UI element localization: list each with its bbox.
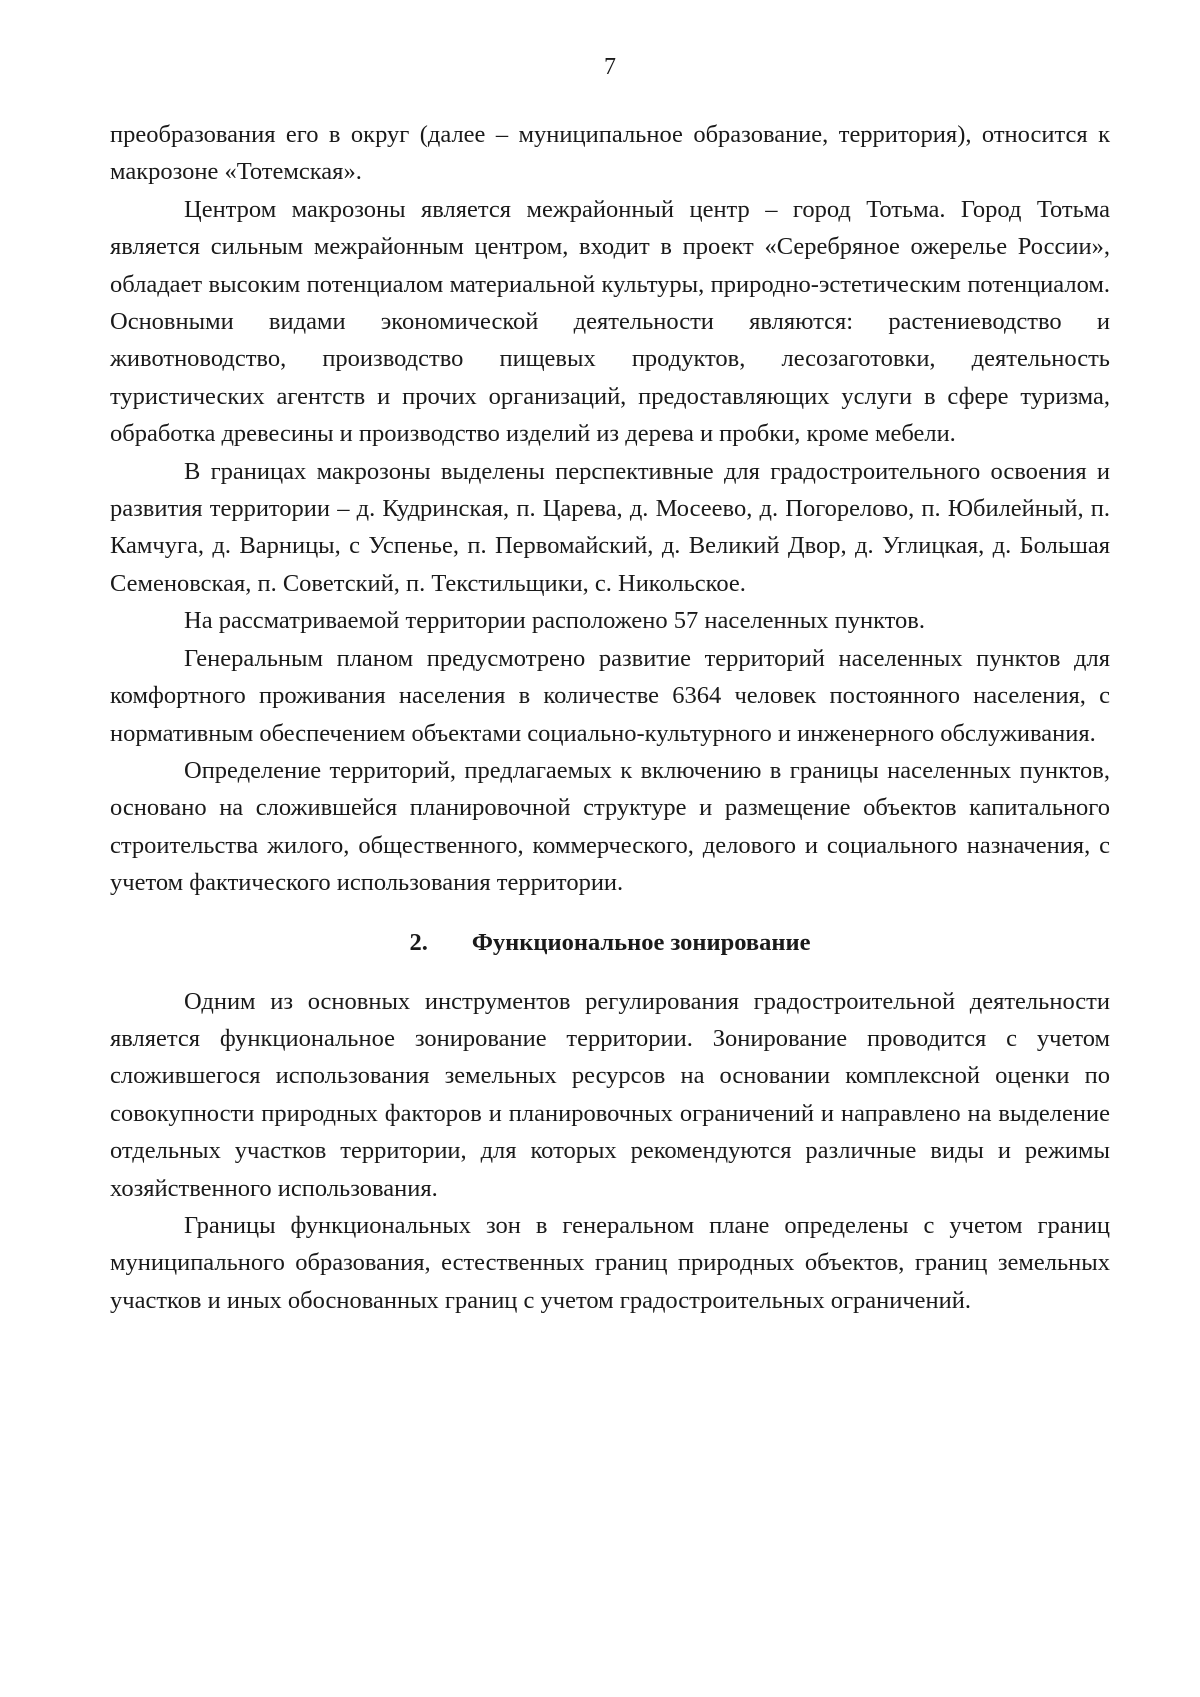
paragraph: преобразования его в округ (далее – муниципальное образование, территория), относится к макрозоне «Тотемская». (110, 121, 1110, 186)
paragraph: Генеральным планом предусмотрено развитие территорий населенных пунктов для комфортного проживания населения в количестве 6364 человек постоянного населения, с нормативным обеспечением объектами социально-культурного и инженерного обслуживания. (110, 644, 1110, 747)
section-number: 2. (409, 928, 428, 956)
paragraph: В границах макрозоны выделены перспективные для градостроительного освоения и развития территории – д. Кудринская, п. Царева, д. Мосеево, д. Погорелово, п. Юбилейный, п. Камчуга, д. Варницы, с Успенье, п. Первомайский, д. Великий Двор, д. Углицкая, д. Большая Семеновская, п. Советский, п. Текстильщики, с. Никольское. (110, 457, 1110, 597)
paragraph: Границы функциональных зон в генеральном плане определены с учетом границ муниципального образования, естественных границ природных объектов, границ земельных участков и иных обоснованных границ с учетом градостроительных ограничений. (110, 1211, 1110, 1314)
page-number: 7 (604, 54, 616, 80)
paragraph: На рассматриваемой территории расположено 57 населенных пунктов. (184, 607, 925, 635)
section-heading (110, 924, 1110, 961)
paragraph: Одним из основных инструментов регулирования градостроительной деятельности является функциональное зонирование территории. Зонирование проводится с учетом сложившегося использования земельных ресурсов на основании комплексной оценки по совокупности природных факторов и планировочных ограничений и направлено на выделение отдельных участков территории, для которых рекомендуются различные виды и режимы хозяйственного использования. (110, 987, 1110, 1202)
paragraph: Центром макрозоны является межрайонный центр – город Тотьма. Город Тотьма является сильным межрайонным центром, входит в проект «Серебряное ожерелье России», обладает высоким потенциалом материальной культуры, природно-эстетическим потенциалом. Основными видами экономической деятельности являются: растениеводство и животноводство, производство пищевых продуктов, лесозаготовки, деятельность туристических агентств и прочих организаций, предоставляющих услуги в сфере туризма, обработка древесины и производство изделий из дерева и пробки, кроме мебели. (110, 195, 1110, 448)
paragraph: Определение территорий, предлагаемых к включению в границы населенных пунктов, основано на сложившейся планировочной структуре и размещение объектов капитального строительства жилого, общественного, коммерческого, делового и социального назначения, с учетом фактического использования территории. (110, 756, 1110, 897)
section-title: Функциональное зонирование (471, 928, 811, 956)
document-body (110, 116, 1110, 1319)
